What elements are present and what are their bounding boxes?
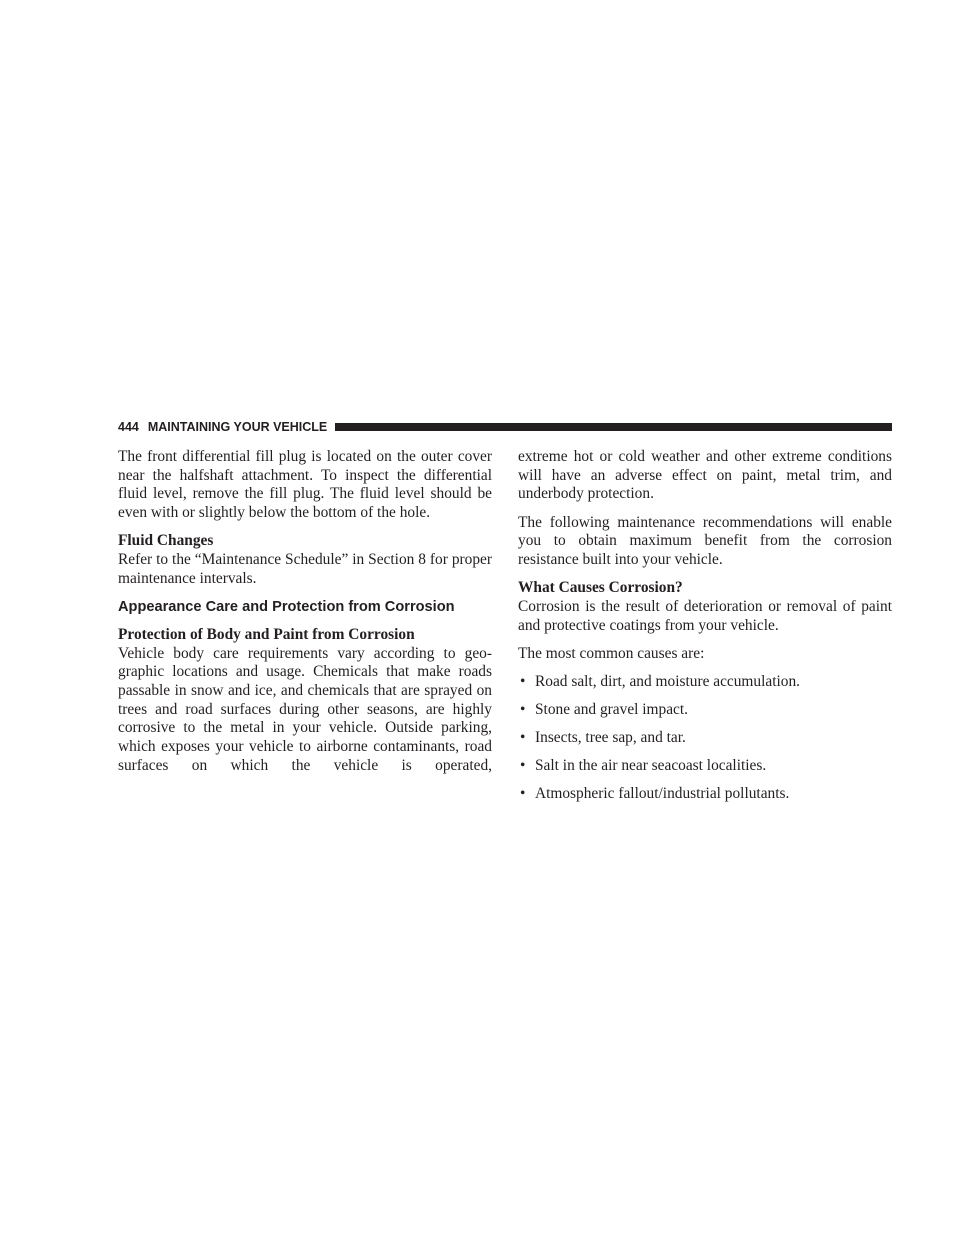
list-item — [518, 785, 892, 804]
differential-paragraph: The front differential fill plug is located on the outer cover near the halfshaft attachment. To inspect the differential fluid level, remove the fill plug. The fluid level should be even with or slightly below the bottom of the hole. — [118, 448, 492, 522]
list-item-text: Road salt, dirt, and moisture accumulation. — [535, 673, 800, 691]
fluid-changes-heading: Fluid Changes — [118, 532, 214, 550]
list-item-text: Insects, tree sap, and tar. — [535, 729, 686, 747]
causes-list — [518, 673, 892, 804]
fluid-changes-paragraph: Refer to the “Maintenance Schedule” in Section 8 for proper maintenance intervals. — [118, 551, 492, 587]
causes-paragraph: Corrosion is the result of deterioration or removal of paint and protective coatings from your vehicle. — [518, 597, 892, 634]
header-rule — [335, 423, 892, 431]
causes-heading: What Causes Corrosion? — [518, 579, 683, 597]
bullet-icon: • — [520, 701, 526, 719]
recommendations-paragraph: The following maintenance recommendations will enable you to obtain maximum benefit from the corrosion resistance built into your vehicle. — [518, 513, 892, 569]
list-item — [518, 673, 892, 692]
list-item — [518, 701, 892, 720]
list-item-text: Salt in the air near seacoast localities. — [535, 757, 767, 775]
bullet-icon: • — [520, 673, 526, 691]
common-causes-intro: The most common causes are: — [518, 644, 705, 662]
page-number: 444 — [118, 420, 139, 434]
protection-paragraph: Vehicle body care requirements vary according to geographic locations and usage. Chemicals that make roads passable in snow and ice, and chemicals that are sprayed on trees and road surfaces during other seasons, are highly corrosive to the metal in your vehicle. Outside parking, which exposes your vehicle to airborne contaminants, road surfaces on which the vehicle is operated, — [118, 644, 492, 774]
left-column — [118, 448, 492, 785]
list-item-text: Atmospheric fallout/industrial pollutants. — [535, 785, 790, 803]
right-column — [518, 448, 892, 813]
list-item-text: Stone and gravel impact. — [535, 701, 689, 719]
bullet-icon: • — [520, 729, 526, 747]
section-title: MAINTAINING YOUR VEHICLE — [147, 420, 328, 434]
bullet-icon: • — [520, 757, 526, 775]
page-header — [118, 419, 892, 435]
list-item — [518, 729, 892, 748]
list-item — [518, 757, 892, 776]
bullet-icon: • — [520, 785, 526, 803]
protection-heading: Protection of Body and Paint from Corrosion — [118, 625, 415, 643]
appearance-care-heading: Appearance Care and Protection from Corrosion — [118, 598, 455, 615]
continuation-paragraph: extreme hot or cold weather and other extreme conditions will have an adverse effect on paint, metal trim, and underbody protection. — [518, 448, 892, 503]
